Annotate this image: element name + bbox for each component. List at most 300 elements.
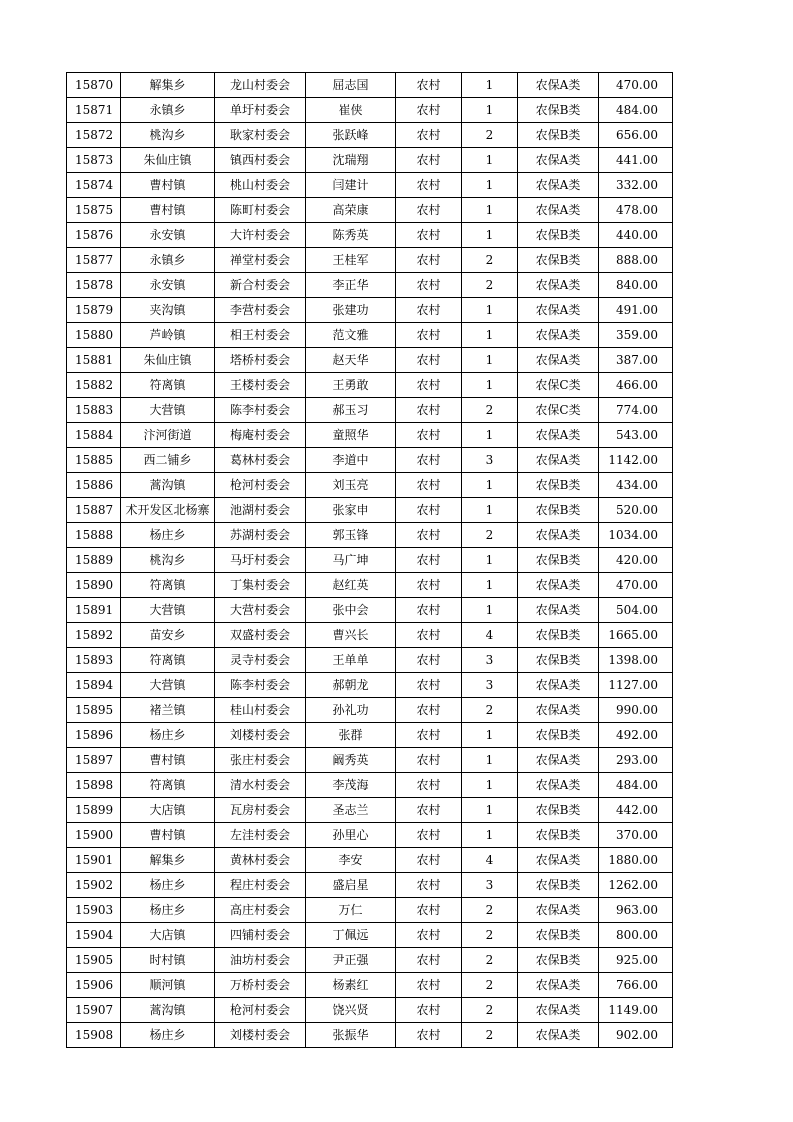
cell-village: 塔桥村委会 xyxy=(215,348,306,373)
cell-count: 1 xyxy=(462,473,518,498)
cell-amount: 332.00 xyxy=(599,173,673,198)
table-row xyxy=(67,73,673,98)
cell-town: 大店镇 xyxy=(121,798,215,823)
cell-amount: 800.00 xyxy=(599,923,673,948)
cell-category: 农保B类 xyxy=(518,948,599,973)
cell-town: 曹村镇 xyxy=(121,198,215,223)
cell-name: 王桂军 xyxy=(306,248,396,273)
cell-village: 大营村委会 xyxy=(215,598,306,623)
cell-id: 15890 xyxy=(67,573,121,598)
cell-id: 15905 xyxy=(67,948,121,973)
cell-amount: 491.00 xyxy=(599,298,673,323)
cell-amount: 766.00 xyxy=(599,973,673,998)
cell-town: 大店镇 xyxy=(121,923,215,948)
cell-name: 赵天华 xyxy=(306,348,396,373)
cell-category: 农保C类 xyxy=(518,398,599,423)
cell-area: 农村 xyxy=(396,398,462,423)
cell-amount: 359.00 xyxy=(599,323,673,348)
cell-amount: 484.00 xyxy=(599,98,673,123)
cell-village: 程庄村委会 xyxy=(215,873,306,898)
cell-area: 农村 xyxy=(396,648,462,673)
table-row xyxy=(67,673,673,698)
cell-town: 杨庄乡 xyxy=(121,723,215,748)
cell-category: 农保A类 xyxy=(518,523,599,548)
cell-category: 农保B类 xyxy=(518,223,599,248)
cell-town: 永镇乡 xyxy=(121,248,215,273)
cell-id: 15906 xyxy=(67,973,121,998)
cell-village: 禅堂村委会 xyxy=(215,248,306,273)
cell-category: 农保A类 xyxy=(518,348,599,373)
cell-town: 杨庄乡 xyxy=(121,873,215,898)
cell-amount: 492.00 xyxy=(599,723,673,748)
cell-name: 张跃峰 xyxy=(306,123,396,148)
cell-id: 15899 xyxy=(67,798,121,823)
cell-id: 15891 xyxy=(67,598,121,623)
cell-village: 陈李村委会 xyxy=(215,398,306,423)
cell-town: 永镇乡 xyxy=(121,98,215,123)
cell-amount: 440.00 xyxy=(599,223,673,248)
cell-count: 1 xyxy=(462,598,518,623)
cell-amount: 1149.00 xyxy=(599,998,673,1023)
cell-name: 闫建计 xyxy=(306,173,396,198)
cell-category: 农保B类 xyxy=(518,823,599,848)
cell-area: 农村 xyxy=(396,73,462,98)
cell-amount: 1034.00 xyxy=(599,523,673,548)
cell-village: 四铺村委会 xyxy=(215,923,306,948)
cell-area: 农村 xyxy=(396,973,462,998)
table-row xyxy=(67,198,673,223)
cell-area: 农村 xyxy=(396,148,462,173)
cell-area: 农村 xyxy=(396,598,462,623)
cell-count: 2 xyxy=(462,698,518,723)
cell-name: 马广坤 xyxy=(306,548,396,573)
cell-count: 1 xyxy=(462,773,518,798)
table-row xyxy=(67,973,673,998)
table-row xyxy=(67,948,673,973)
cell-village: 万桥村委会 xyxy=(215,973,306,998)
cell-category: 农保A类 xyxy=(518,848,599,873)
cell-area: 农村 xyxy=(396,673,462,698)
cell-village: 李营村委会 xyxy=(215,298,306,323)
cell-name: 刘玉亮 xyxy=(306,473,396,498)
table-row xyxy=(67,398,673,423)
table-row xyxy=(67,123,673,148)
cell-village: 大许村委会 xyxy=(215,223,306,248)
cell-amount: 520.00 xyxy=(599,498,673,523)
table-row xyxy=(67,648,673,673)
cell-count: 2 xyxy=(462,523,518,548)
table-row xyxy=(67,1023,673,1048)
cell-name: 张群 xyxy=(306,723,396,748)
cell-area: 农村 xyxy=(396,273,462,298)
cell-id: 15874 xyxy=(67,173,121,198)
cell-count: 2 xyxy=(462,948,518,973)
cell-id: 15877 xyxy=(67,248,121,273)
cell-category: 农保A类 xyxy=(518,973,599,998)
cell-area: 农村 xyxy=(396,473,462,498)
cell-name: 郝玉习 xyxy=(306,398,396,423)
cell-name: 盛启星 xyxy=(306,873,396,898)
table-row xyxy=(67,448,673,473)
cell-id: 15888 xyxy=(67,523,121,548)
table-row xyxy=(67,798,673,823)
cell-town: 曹村镇 xyxy=(121,748,215,773)
cell-count: 2 xyxy=(462,898,518,923)
cell-area: 农村 xyxy=(396,823,462,848)
cell-area: 农村 xyxy=(396,923,462,948)
cell-area: 农村 xyxy=(396,623,462,648)
cell-count: 2 xyxy=(462,998,518,1023)
cell-category: 农保A类 xyxy=(518,748,599,773)
cell-village: 单圩村委会 xyxy=(215,98,306,123)
cell-category: 农保A类 xyxy=(518,598,599,623)
cell-id: 15883 xyxy=(67,398,121,423)
table-row xyxy=(67,498,673,523)
cell-village: 龙山村委会 xyxy=(215,73,306,98)
cell-category: 农保A类 xyxy=(518,323,599,348)
cell-name: 阚秀英 xyxy=(306,748,396,773)
cell-count: 2 xyxy=(462,973,518,998)
cell-category: 农保A类 xyxy=(518,673,599,698)
cell-name: 饶兴贤 xyxy=(306,998,396,1023)
cell-village: 枪河村委会 xyxy=(215,998,306,1023)
cell-count: 3 xyxy=(462,873,518,898)
cell-name: 李茂海 xyxy=(306,773,396,798)
cell-amount: 478.00 xyxy=(599,198,673,223)
cell-id: 15882 xyxy=(67,373,121,398)
cell-category: 农保A类 xyxy=(518,448,599,473)
cell-id: 15870 xyxy=(67,73,121,98)
table-row xyxy=(67,998,673,1023)
table-row xyxy=(67,823,673,848)
table-row xyxy=(67,548,673,573)
cell-id: 15902 xyxy=(67,873,121,898)
cell-count: 3 xyxy=(462,673,518,698)
cell-town: 永安镇 xyxy=(121,223,215,248)
cell-id: 15886 xyxy=(67,473,121,498)
cell-amount: 656.00 xyxy=(599,123,673,148)
cell-amount: 387.00 xyxy=(599,348,673,373)
cell-town: 蒿沟镇 xyxy=(121,998,215,1023)
cell-count: 1 xyxy=(462,373,518,398)
cell-town: 大营镇 xyxy=(121,598,215,623)
table-row xyxy=(67,923,673,948)
cell-id: 15879 xyxy=(67,298,121,323)
cell-count: 1 xyxy=(462,223,518,248)
cell-category: 农保B类 xyxy=(518,98,599,123)
table-row xyxy=(67,273,673,298)
cell-amount: 470.00 xyxy=(599,573,673,598)
cell-category: 农保A类 xyxy=(518,148,599,173)
cell-name: 王单单 xyxy=(306,648,396,673)
cell-town: 符离镇 xyxy=(121,648,215,673)
cell-name: 李道中 xyxy=(306,448,396,473)
cell-id: 15887 xyxy=(67,498,121,523)
cell-area: 农村 xyxy=(396,348,462,373)
cell-area: 农村 xyxy=(396,773,462,798)
cell-amount: 1262.00 xyxy=(599,873,673,898)
cell-id: 15892 xyxy=(67,623,121,648)
cell-id: 15884 xyxy=(67,423,121,448)
cell-count: 1 xyxy=(462,748,518,773)
cell-count: 1 xyxy=(462,498,518,523)
cell-count: 2 xyxy=(462,1023,518,1048)
cell-category: 农保B类 xyxy=(518,473,599,498)
cell-town: 桃沟乡 xyxy=(121,123,215,148)
cell-town: 符离镇 xyxy=(121,373,215,398)
cell-name: 张家申 xyxy=(306,498,396,523)
table-row xyxy=(67,223,673,248)
cell-area: 农村 xyxy=(396,723,462,748)
cell-count: 4 xyxy=(462,623,518,648)
cell-id: 15894 xyxy=(67,673,121,698)
cell-category: 农保A类 xyxy=(518,173,599,198)
cell-id: 15889 xyxy=(67,548,121,573)
cell-village: 耿家村委会 xyxy=(215,123,306,148)
table-row xyxy=(67,423,673,448)
cell-area: 农村 xyxy=(396,298,462,323)
table-row xyxy=(67,848,673,873)
cell-category: 农保A类 xyxy=(518,698,599,723)
cell-name: 王勇敢 xyxy=(306,373,396,398)
cell-name: 陈秀英 xyxy=(306,223,396,248)
table-row xyxy=(67,573,673,598)
cell-category: 农保A类 xyxy=(518,898,599,923)
cell-area: 农村 xyxy=(396,123,462,148)
cell-town: 符离镇 xyxy=(121,573,215,598)
cell-id: 15900 xyxy=(67,823,121,848)
cell-amount: 466.00 xyxy=(599,373,673,398)
cell-town: 夹沟镇 xyxy=(121,298,215,323)
cell-amount: 420.00 xyxy=(599,548,673,573)
table-row xyxy=(67,473,673,498)
cell-area: 农村 xyxy=(396,573,462,598)
cell-name: 童照华 xyxy=(306,423,396,448)
cell-amount: 293.00 xyxy=(599,748,673,773)
cell-category: 农保A类 xyxy=(518,773,599,798)
cell-village: 左洼村委会 xyxy=(215,823,306,848)
cell-name: 李安 xyxy=(306,848,396,873)
table-row xyxy=(67,748,673,773)
cell-count: 1 xyxy=(462,798,518,823)
cell-count: 3 xyxy=(462,448,518,473)
cell-id: 15878 xyxy=(67,273,121,298)
cell-count: 1 xyxy=(462,573,518,598)
cell-count: 1 xyxy=(462,173,518,198)
cell-name: 张建功 xyxy=(306,298,396,323)
cell-village: 陈町村委会 xyxy=(215,198,306,223)
cell-category: 农保A类 xyxy=(518,73,599,98)
cell-amount: 470.00 xyxy=(599,73,673,98)
cell-name: 丁佩远 xyxy=(306,923,396,948)
cell-town: 杨庄乡 xyxy=(121,1023,215,1048)
cell-amount: 1665.00 xyxy=(599,623,673,648)
cell-category: 农保A类 xyxy=(518,998,599,1023)
cell-category: 农保A类 xyxy=(518,423,599,448)
cell-town: 芦岭镇 xyxy=(121,323,215,348)
cell-area: 农村 xyxy=(396,948,462,973)
cell-id: 15881 xyxy=(67,348,121,373)
cell-village: 相王村委会 xyxy=(215,323,306,348)
cell-area: 农村 xyxy=(396,198,462,223)
cell-name: 曹兴长 xyxy=(306,623,396,648)
cell-name: 郝朝龙 xyxy=(306,673,396,698)
cell-count: 1 xyxy=(462,423,518,448)
cell-village: 高庄村委会 xyxy=(215,898,306,923)
cell-category: 农保A类 xyxy=(518,198,599,223)
cell-name: 范文雅 xyxy=(306,323,396,348)
cell-village: 枪河村委会 xyxy=(215,473,306,498)
cell-amount: 543.00 xyxy=(599,423,673,448)
cell-name: 李正华 xyxy=(306,273,396,298)
cell-category: 农保B类 xyxy=(518,798,599,823)
cell-category: 农保A类 xyxy=(518,298,599,323)
cell-amount: 1398.00 xyxy=(599,648,673,673)
cell-id: 15875 xyxy=(67,198,121,223)
cell-area: 农村 xyxy=(396,748,462,773)
cell-village: 马圩村委会 xyxy=(215,548,306,573)
cell-town: 苗安乡 xyxy=(121,623,215,648)
cell-area: 农村 xyxy=(396,698,462,723)
cell-town: 汴河街道 xyxy=(121,423,215,448)
cell-village: 清水村委会 xyxy=(215,773,306,798)
cell-area: 农村 xyxy=(396,223,462,248)
cell-count: 1 xyxy=(462,348,518,373)
cell-amount: 902.00 xyxy=(599,1023,673,1048)
cell-area: 农村 xyxy=(396,448,462,473)
cell-village: 双盛村委会 xyxy=(215,623,306,648)
table-row xyxy=(67,773,673,798)
cell-count: 1 xyxy=(462,298,518,323)
cell-count: 1 xyxy=(462,823,518,848)
cell-name: 尹正强 xyxy=(306,948,396,973)
cell-id: 15896 xyxy=(67,723,121,748)
cell-name: 高荣康 xyxy=(306,198,396,223)
table-row xyxy=(67,298,673,323)
cell-amount: 370.00 xyxy=(599,823,673,848)
cell-amount: 774.00 xyxy=(599,398,673,423)
cell-amount: 1142.00 xyxy=(599,448,673,473)
cell-id: 15897 xyxy=(67,748,121,773)
cell-town: 大营镇 xyxy=(121,673,215,698)
cell-village: 陈李村委会 xyxy=(215,673,306,698)
cell-town: 时村镇 xyxy=(121,948,215,973)
cell-count: 1 xyxy=(462,73,518,98)
cell-count: 2 xyxy=(462,273,518,298)
cell-name: 张振华 xyxy=(306,1023,396,1048)
cell-village: 油坊村委会 xyxy=(215,948,306,973)
cell-town: 褚兰镇 xyxy=(121,698,215,723)
cell-village: 镇西村委会 xyxy=(215,148,306,173)
cell-amount: 484.00 xyxy=(599,773,673,798)
cell-id: 15907 xyxy=(67,998,121,1023)
cell-village: 张庄村委会 xyxy=(215,748,306,773)
cell-count: 2 xyxy=(462,123,518,148)
cell-village: 王楼村委会 xyxy=(215,373,306,398)
cell-village: 灵寺村委会 xyxy=(215,648,306,673)
cell-count: 1 xyxy=(462,198,518,223)
cell-village: 黄林村委会 xyxy=(215,848,306,873)
cell-amount: 504.00 xyxy=(599,598,673,623)
cell-name: 郭玉锋 xyxy=(306,523,396,548)
cell-area: 农村 xyxy=(396,998,462,1023)
cell-category: 农保B类 xyxy=(518,248,599,273)
cell-count: 2 xyxy=(462,248,518,273)
cell-area: 农村 xyxy=(396,873,462,898)
cell-town: 杨庄乡 xyxy=(121,523,215,548)
table-row xyxy=(67,98,673,123)
cell-village: 葛林村委会 xyxy=(215,448,306,473)
cell-category: 农保B类 xyxy=(518,648,599,673)
table-row xyxy=(67,898,673,923)
cell-village: 刘楼村委会 xyxy=(215,723,306,748)
cell-town: 蒿沟镇 xyxy=(121,473,215,498)
cell-category: 农保B类 xyxy=(518,723,599,748)
cell-area: 农村 xyxy=(396,548,462,573)
cell-name: 孙里心 xyxy=(306,823,396,848)
cell-area: 农村 xyxy=(396,98,462,123)
cell-id: 15871 xyxy=(67,98,121,123)
cell-count: 2 xyxy=(462,923,518,948)
cell-name: 张中会 xyxy=(306,598,396,623)
cell-category: 农保A类 xyxy=(518,273,599,298)
table-row xyxy=(67,148,673,173)
cell-area: 农村 xyxy=(396,373,462,398)
cell-area: 农村 xyxy=(396,1023,462,1048)
cell-count: 1 xyxy=(462,548,518,573)
cell-amount: 442.00 xyxy=(599,798,673,823)
cell-amount: 963.00 xyxy=(599,898,673,923)
cell-name: 杨素红 xyxy=(306,973,396,998)
cell-count: 4 xyxy=(462,848,518,873)
cell-town: 解集乡 xyxy=(121,848,215,873)
cell-town: 解集乡 xyxy=(121,73,215,98)
cell-category: 农保A类 xyxy=(518,1023,599,1048)
cell-town: 曹村镇 xyxy=(121,173,215,198)
cell-village: 丁集村委会 xyxy=(215,573,306,598)
cell-id: 15904 xyxy=(67,923,121,948)
cell-town: 朱仙庄镇 xyxy=(121,148,215,173)
cell-category: 农保B类 xyxy=(518,548,599,573)
cell-town: 西二铺乡 xyxy=(121,448,215,473)
cell-id: 15893 xyxy=(67,648,121,673)
cell-category: 农保A类 xyxy=(518,573,599,598)
cell-id: 15895 xyxy=(67,698,121,723)
cell-amount: 441.00 xyxy=(599,148,673,173)
cell-category: 农保B类 xyxy=(518,123,599,148)
cell-name: 万仁 xyxy=(306,898,396,923)
cell-name: 沈瑞翔 xyxy=(306,148,396,173)
cell-amount: 990.00 xyxy=(599,698,673,723)
cell-amount: 434.00 xyxy=(599,473,673,498)
table-row xyxy=(67,373,673,398)
cell-town: 杨庄乡 xyxy=(121,898,215,923)
cell-id: 15908 xyxy=(67,1023,121,1048)
cell-town: 顺河镇 xyxy=(121,973,215,998)
cell-category: 农保C类 xyxy=(518,373,599,398)
cell-id: 15880 xyxy=(67,323,121,348)
cell-id: 15873 xyxy=(67,148,121,173)
cell-id: 15872 xyxy=(67,123,121,148)
cell-village: 瓦房村委会 xyxy=(215,798,306,823)
table-row xyxy=(67,523,673,548)
cell-town: 永安镇 xyxy=(121,273,215,298)
cell-id: 15903 xyxy=(67,898,121,923)
cell-village: 刘楼村委会 xyxy=(215,1023,306,1048)
table-row xyxy=(67,173,673,198)
cell-area: 农村 xyxy=(396,173,462,198)
table-row xyxy=(67,623,673,648)
